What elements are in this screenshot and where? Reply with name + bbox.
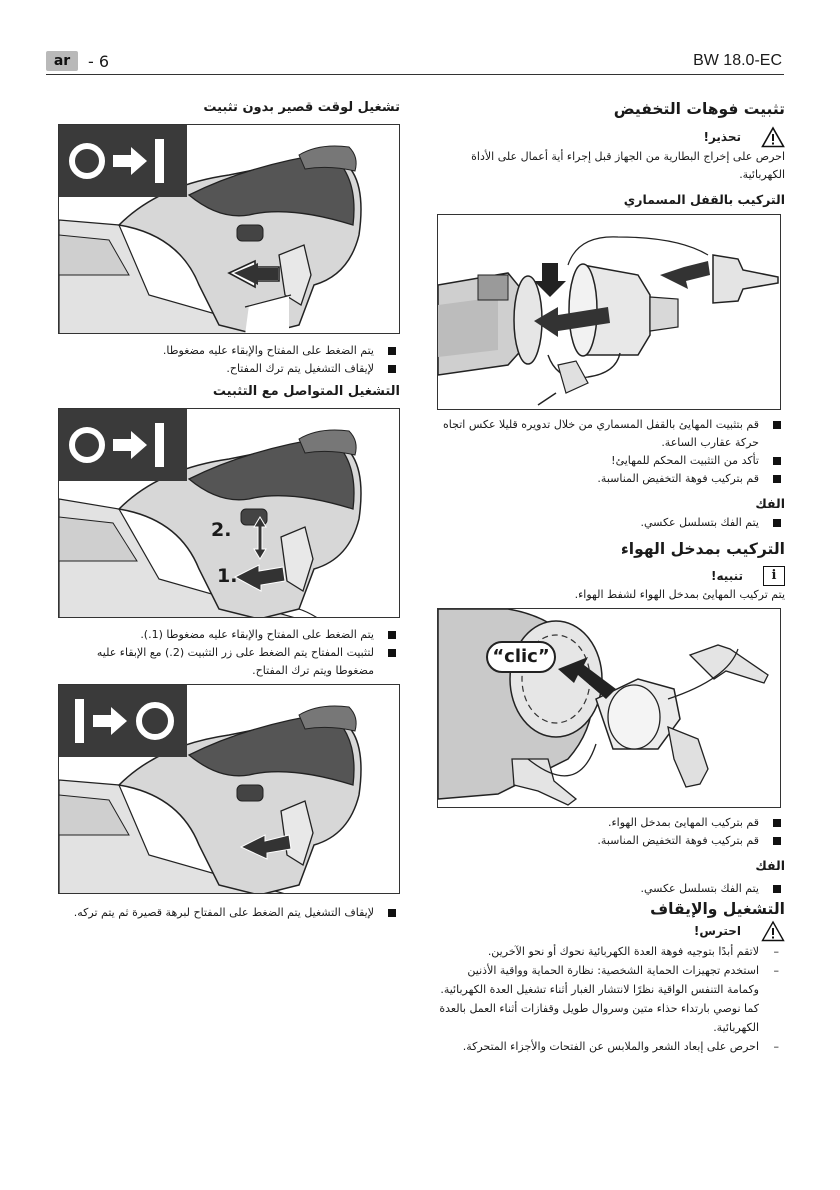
notice-text: يتم تركيب المهايئ بمدخل الهواء لشفط الهواء. [574, 588, 785, 601]
removal-heading-1: الفك [755, 496, 785, 511]
header-rule [46, 74, 784, 75]
caution-item-2: – استخدم تجهيزات الحماية الشخصية: نظارة الحماية وواقية الأذنين وكمامة التنفس الواقية نظرًا لانتشار الغبار أثناء تشغيل العدة الكهربائية. كما نوصي بارتداء حذاء متين وسروال طويل وقفازات أثناء العمل بالعدة الكهربائية. [435, 961, 785, 1037]
model-name: BW 18.0-EC [693, 52, 782, 69]
continuous-heading: التشغيل المتواصل مع التثبيت [212, 384, 400, 399]
warning-triangle-icon [761, 126, 785, 148]
short-run-step-2: لإيقاف التشغيل يتم ترك المفتاح. [58, 360, 400, 378]
removal-heading-2: الفك [755, 858, 785, 873]
right-column [435, 98, 785, 1056]
caution-label: احترس! [693, 924, 741, 938]
left-column [58, 98, 400, 922]
switch-off-step: لإيقاف التشغيل يتم الضغط على المفتاح لبرهة قصيرة ثم يتم تركه. [58, 904, 400, 922]
caution-item-3: – احرص على إبعاد الشعر والملابس عن الفتحات والأجزاء المتحركة. [435, 1037, 785, 1056]
bayonet-step-3: قم بتركيب فوهة التخفيض المناسبة. [435, 470, 785, 488]
continuous-figure [58, 408, 400, 618]
caution-notice [435, 920, 785, 942]
removal-text-2: يتم الفك بتسلسل عكسي. [435, 880, 785, 898]
continuous-step-1: يتم الضغط على المفتاح والإبقاء عليه مضغوطا (1.). [58, 626, 400, 644]
language-badge: ar [46, 51, 78, 71]
nozzles-title: تثبيت فوهات التخفيض [613, 100, 785, 118]
short-run-figure [58, 124, 400, 334]
air-inlet-step-1: قم بتركيب المهايئ بمدخل الهواء. [435, 814, 785, 832]
caution-item-1: – لاتقم أبدًا بتوجيه فوهة العدة الكهربائية نحوك أو نحو الآخرين. [435, 942, 785, 961]
bayonet-figure [437, 214, 781, 410]
onoff-heading: التشغيل والإيقاف [650, 900, 785, 918]
switch-off-figure [58, 684, 400, 894]
bayonet-step-1: قم بتثبيت المهايئ بالقفل المسماري من خلال تدويره قليلا عكس اتجاه حركة عقارب الساعة. [435, 416, 785, 452]
clic-callout: “clic” [486, 641, 556, 673]
bayonet-heading: التركيب بالقفل المسماري [623, 192, 785, 207]
air-inlet-figure [437, 608, 781, 808]
info-icon: i [763, 566, 785, 586]
bayonet-step-2: تأكد من التثبيت المحكم للمهايئ! [435, 452, 785, 470]
continuous-step-2: لتثبيت المفتاح يتم الضغط على زر التثبيت (2.) مع الإبقاء عليه مضغوطا ويتم ترك المفتاح. [58, 644, 400, 680]
warning-label: تحذير! [703, 130, 741, 144]
warning-text: احرص على إخراج البطارية من الجهاز قبل إجراء أية أعمال على الأداة الكهربائية. [471, 150, 785, 181]
short-run-heading: تشغيل لوقت قصير بدون تثبيت [203, 100, 400, 115]
air-inlet-heading: التركيب بمدخل الهواء [620, 540, 785, 558]
page-number: - 6 [88, 52, 110, 71]
notice-label: تنبيه! [711, 569, 743, 583]
removal-text-1: يتم الفك بتسلسل عكسي. [435, 514, 785, 532]
caution-triangle-icon [761, 920, 785, 942]
short-run-step-1: يتم الضغط على المفتاح والإبقاء عليه مضغوطا. [58, 342, 400, 360]
step-2-label: 2. [211, 519, 232, 541]
info-notice [435, 566, 785, 586]
warning-notice [435, 126, 785, 148]
air-inlet-step-2: قم بتركيب فوهة التخفيض المناسبة. [435, 832, 785, 850]
step-1-label: 1. [217, 565, 238, 587]
